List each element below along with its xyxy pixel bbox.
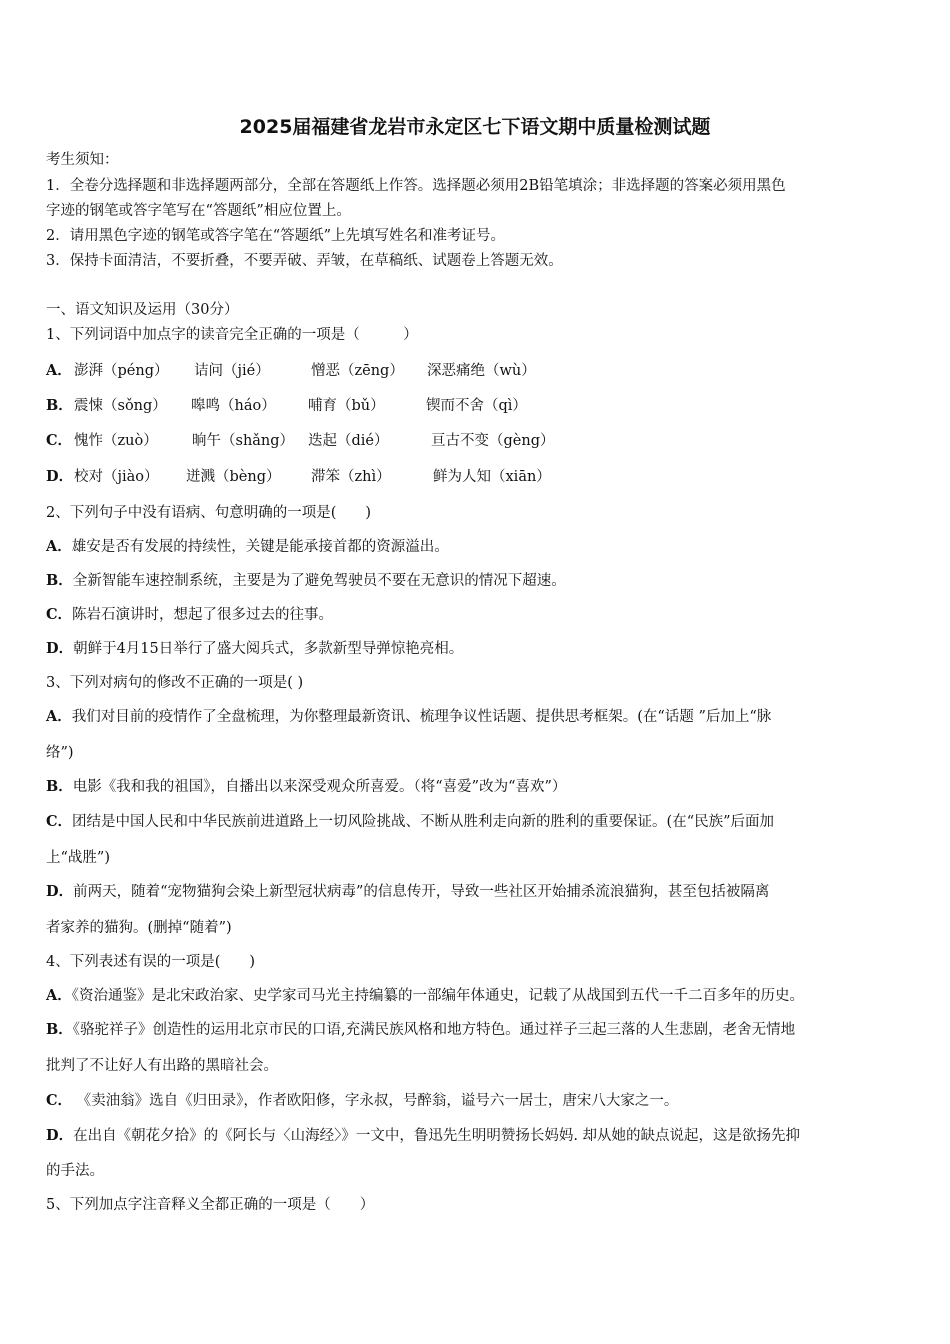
q3-option-c [46, 812, 908, 832]
notice-line-3: 2．请用黑色字迹的钢笔或答字笔在“答题纸”上先填写姓名和准考证号。 [46, 228, 506, 244]
word-item: 深恶痛绝（wù） [427, 363, 536, 379]
q2-option-c [46, 605, 908, 625]
option-label: C． [46, 432, 73, 449]
word-item: 锲而不舍（qì） [426, 398, 527, 414]
word-item: 校对（jiào） [74, 469, 159, 485]
option-label: D． [46, 883, 74, 900]
word-item: 鲜为人知（xiān） [433, 469, 551, 485]
word-item: 澎湃（péng） [74, 363, 169, 379]
option-text: 电影《我和我的祖国》，自播出以来深受观众所喜爱。（将“喜爱”改为“喜欢”） [72, 779, 567, 795]
q4-option-d-cont: 的手法。 [46, 1163, 104, 1179]
word-item: 憎恶（zēng） [311, 363, 404, 379]
q3-option-d-cont: 者家养的猫狗。(删掉“随着”) [46, 920, 232, 936]
q3-option-a [46, 707, 908, 727]
option-label: D． [46, 1127, 74, 1144]
option-text: 《卖油翁》选自《归田录》，作者欧阳修，字永叔，号醉翁，谥号六一居士，唐宋八大家之一。 [72, 1093, 679, 1109]
q2-option-d [46, 639, 908, 659]
page-title: 2025届福建省龙岩市永定区七下语文期中质量检测试题 [239, 116, 711, 138]
q2-option-b [46, 571, 908, 591]
option-label: B． [46, 397, 73, 414]
question-4-stem: 4、下列表述有误的一项是( ) [46, 954, 256, 970]
question-3-stem: 3、下列对病句的修改不正确的一项是( ) [46, 675, 304, 691]
option-label: C． [46, 606, 73, 623]
option-text: 《骆驼祥子》创造性的运用北京市民的口语,充满民族风格和地方特色。通过祥子三起三落的人生悲剧，老舍无情地 [72, 1022, 796, 1038]
option-text: 我们对目前的疫情作了全盘梳理，为你整理最新资讯、梳理争议性话题、提供思考框架。(在“话题 ”后加上“脉 [71, 709, 772, 725]
option-label: D． [46, 640, 74, 657]
section-heading: 一、语文知识及运用（30分） [46, 302, 239, 318]
option-text: 陈岩石演讲时，想起了很多过去的往事。 [72, 607, 334, 623]
word-item: 迭起（dié） [308, 433, 389, 449]
word-item: 嗥鸣（háo） [191, 398, 276, 414]
option-text: 雄安是否有发展的持续性，关键是能承接首都的资源溢出。 [71, 539, 449, 555]
word-item: 迸溅（bèng） [186, 469, 281, 485]
question-2-stem: 2、下列句子中没有语病、句意明确的一项是( ) [46, 505, 372, 521]
q2-option-a [46, 537, 908, 557]
question-1-stem: 1、下列词语中加点字的读音完全正确的一项是（ ） [46, 327, 418, 343]
notice-line-2: 字迹的钢笔或答字笔写在“答题纸”相应位置上。 [46, 203, 351, 219]
option-label: C． [46, 813, 73, 830]
word-item: 亘古不变（gèng） [431, 433, 555, 449]
option-label: A． [46, 538, 72, 555]
option-label: C． [46, 1092, 73, 1109]
q1-option-b [46, 396, 908, 416]
word-item: 愧怍（zuò） [74, 433, 158, 449]
q1-option-a [46, 361, 908, 381]
notice-line-4: 3．保持卡面清洁，不要折叠，不要弄破、弄皱，在草稿纸、试题卷上答题无效。 [46, 253, 563, 269]
option-text: 全新智能车速控制系统，主要是为了避免驾驶员不要在无意识的情况下超速。 [72, 573, 566, 589]
option-label: B． [46, 1021, 73, 1038]
option-label: A． [46, 708, 72, 725]
word-item: 晌午（shǎng） [192, 433, 295, 449]
option-text: 前两天，随着“宠物猫狗会染上新型冠状病毒”的信息传开，导致一些社区开始捕杀流浪猫狗，甚至包括被隔离 [73, 884, 770, 900]
option-text: 《资治通鉴》是北宋政治家、史学家司马光主持编纂的一部编年体通史，记载了从战国到五代一千二百多年的历史。 [71, 988, 805, 1004]
q4-option-d [46, 1126, 908, 1146]
option-label: A． [46, 987, 72, 1004]
word-item: 滞笨（zhì） [311, 469, 391, 485]
q1-option-d [46, 467, 908, 487]
word-item: 哺育（bǔ） [308, 398, 385, 414]
q4-option-b [46, 1020, 908, 1040]
q1-option-c [46, 431, 908, 451]
q3-option-c-cont: 上“战胜”) [46, 850, 110, 866]
q4-option-a [46, 986, 908, 1006]
word-item: 诘问（jié） [194, 363, 270, 379]
option-text: 朝鲜于4月15日举行了盛大阅兵式，多款新型导弹惊艳亮相。 [73, 641, 464, 657]
notice-line-1: 1．全卷分选择题和非选择题两部分，全部在答题纸上作答。选择题必须用2B铅笔填涂；非选择题的答案必须用黑色 [46, 178, 786, 194]
q3-option-b [46, 777, 908, 797]
q3-option-a-cont: 络”) [46, 745, 74, 761]
word-item: 震悚（sǒng） [74, 398, 167, 414]
q3-option-d [46, 882, 908, 902]
option-text: 在出自《朝花夕拾》的《阿长与〈山海经〉》一文中，鲁迅先生明明赞扬长妈妈. 却从她的缺点说起，这是欲扬先抑 [73, 1128, 801, 1144]
option-label: B． [46, 778, 73, 795]
option-label: D． [46, 468, 74, 485]
option-label: B． [46, 572, 73, 589]
notice-heading: 考生须知： [46, 152, 119, 168]
q4-option-b-cont: 批判了不让好人有出路的黑暗社会。 [46, 1058, 278, 1074]
q4-option-c [46, 1091, 908, 1111]
option-label: A． [46, 362, 72, 379]
option-text: 团结是中国人民和中华民族前进道路上一切风险挑战、不断从胜利走向新的胜利的重要保证。(在“民族”后面加 [72, 814, 775, 830]
question-5-stem: 5、下列加点字注音释义全都正确的一项是（ ） [46, 1197, 375, 1213]
